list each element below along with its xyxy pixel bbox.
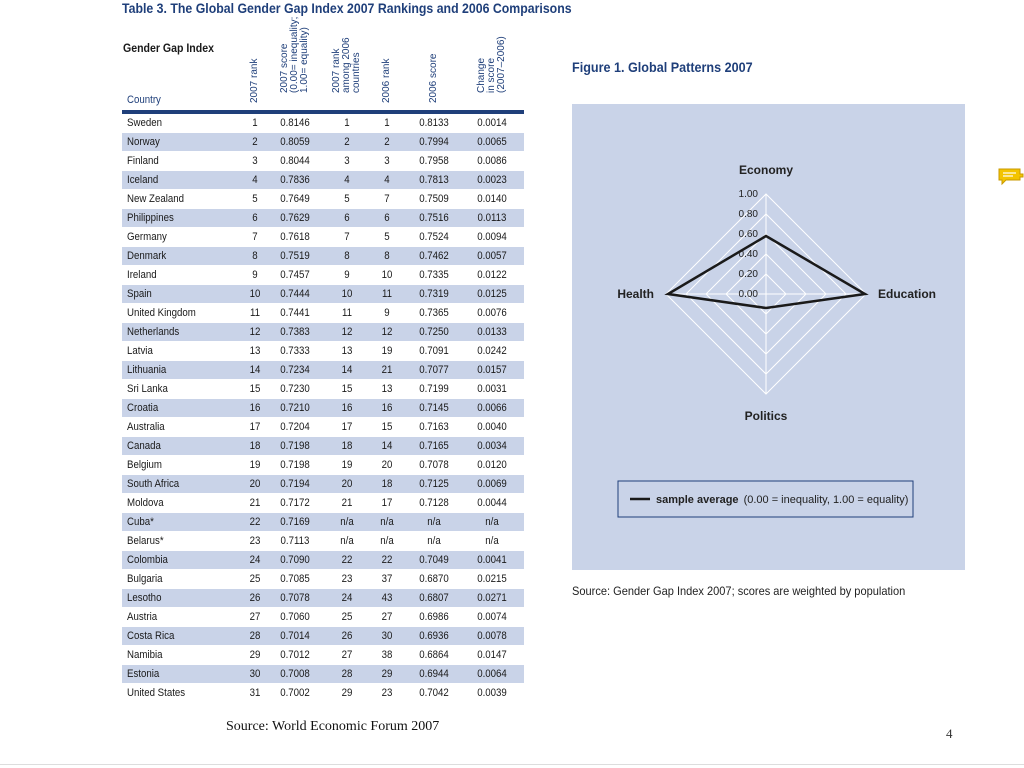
value-cell: 29 bbox=[249, 649, 261, 661]
table-row bbox=[122, 494, 524, 513]
value-cell: 0.6936 bbox=[419, 630, 449, 642]
value-cell: 0.7234 bbox=[280, 364, 310, 376]
table-row bbox=[122, 646, 524, 665]
radar-scale-label: 1.00 bbox=[738, 189, 758, 200]
radar-axis-label: Education bbox=[878, 287, 937, 301]
value-cell: 5 bbox=[344, 193, 350, 205]
value-cell: 0.7994 bbox=[419, 136, 449, 148]
value-cell: 0.8059 bbox=[280, 136, 310, 148]
table-row bbox=[122, 228, 524, 247]
country-cell: Germany bbox=[127, 231, 167, 243]
value-cell: 0.0271 bbox=[477, 592, 507, 604]
table-row bbox=[122, 114, 524, 133]
radar-axis-label: Health bbox=[617, 287, 654, 301]
table-row bbox=[122, 684, 524, 703]
table-row bbox=[122, 380, 524, 399]
radar-scale-label: 0.20 bbox=[738, 269, 758, 280]
value-cell: 29 bbox=[381, 668, 393, 680]
value-cell: 0.0040 bbox=[477, 421, 507, 433]
value-cell: 0.0065 bbox=[477, 136, 507, 148]
country-cell: New Zealand bbox=[127, 193, 185, 205]
figure-panel bbox=[572, 104, 965, 570]
value-cell: 26 bbox=[341, 630, 353, 642]
value-cell: 0.7618 bbox=[280, 231, 310, 243]
value-cell: 0.7090 bbox=[280, 554, 310, 566]
value-cell: 0.6807 bbox=[419, 592, 449, 604]
country-cell: United States bbox=[127, 687, 186, 699]
value-cell: n/a bbox=[427, 535, 441, 547]
value-cell: 3 bbox=[344, 155, 350, 167]
value-cell: 23 bbox=[249, 535, 261, 547]
country-cell: Belarus* bbox=[127, 535, 164, 547]
country-cell: Austria bbox=[127, 611, 158, 623]
value-cell: 0.7629 bbox=[280, 212, 310, 224]
table-row bbox=[122, 171, 524, 190]
value-cell: 14 bbox=[381, 440, 393, 452]
value-cell: 8 bbox=[384, 250, 390, 262]
figure-title: Figure 1. Global Patterns 2007 bbox=[572, 59, 753, 75]
value-cell: 0.7365 bbox=[419, 307, 449, 319]
value-cell: 0.7524 bbox=[419, 231, 449, 243]
value-cell: 0.7128 bbox=[419, 497, 449, 509]
value-cell: 28 bbox=[341, 668, 353, 680]
table-row bbox=[122, 152, 524, 171]
value-cell: 25 bbox=[341, 611, 353, 623]
value-cell: 0.8133 bbox=[419, 117, 449, 129]
value-cell: 12 bbox=[381, 326, 393, 338]
value-cell: 0.7199 bbox=[419, 383, 449, 395]
value-cell: 2 bbox=[344, 136, 350, 148]
country-cell: Namibia bbox=[127, 649, 163, 661]
value-cell: 0.0157 bbox=[477, 364, 507, 376]
value-cell: 6 bbox=[384, 212, 390, 224]
value-cell: 18 bbox=[341, 440, 353, 452]
value-cell: 0.7172 bbox=[280, 497, 310, 509]
country-cell: Ireland bbox=[127, 269, 157, 281]
value-cell: 4 bbox=[384, 174, 390, 186]
value-cell: 0.0023 bbox=[477, 174, 507, 186]
country-cell: Australia bbox=[127, 421, 165, 433]
country-cell: Canada bbox=[127, 440, 161, 452]
column-header-change: Change in score (2007–2006) bbox=[476, 36, 507, 93]
table-row bbox=[122, 399, 524, 418]
value-cell: 30 bbox=[381, 630, 393, 642]
gender-gap-table bbox=[122, 16, 524, 699]
country-cell: Costa Rica bbox=[127, 630, 175, 642]
value-cell: 0.7519 bbox=[280, 250, 310, 262]
value-cell: 8 bbox=[344, 250, 350, 262]
value-cell: 0.7813 bbox=[419, 174, 449, 186]
value-cell: 0.0147 bbox=[477, 649, 507, 661]
value-cell: 7 bbox=[384, 193, 390, 205]
table-row bbox=[122, 532, 524, 551]
value-cell: 4 bbox=[344, 174, 350, 186]
value-cell: n/a bbox=[485, 516, 499, 528]
value-cell: 19 bbox=[341, 459, 353, 471]
value-cell: 16 bbox=[341, 402, 353, 414]
country-cell: Spain bbox=[127, 288, 152, 300]
value-cell: 18 bbox=[381, 478, 393, 490]
value-cell: 0.7194 bbox=[280, 478, 310, 490]
radar-chart bbox=[572, 104, 965, 570]
value-cell: 16 bbox=[249, 402, 261, 414]
value-cell: 0.7250 bbox=[419, 326, 449, 338]
value-cell: 0.7441 bbox=[280, 307, 310, 319]
value-cell: 37 bbox=[381, 573, 393, 585]
country-cell: Netherlands bbox=[127, 326, 180, 338]
value-cell: 0.0057 bbox=[477, 250, 507, 262]
country-cell: Sri Lanka bbox=[127, 383, 168, 395]
legend-label bbox=[656, 494, 908, 506]
value-cell: 29 bbox=[341, 687, 353, 699]
value-cell: 0.0034 bbox=[477, 440, 507, 452]
value-cell: 20 bbox=[341, 478, 353, 490]
value-cell: 0.7113 bbox=[280, 535, 310, 547]
country-cell: Denmark bbox=[127, 250, 167, 262]
value-cell: 0.0140 bbox=[477, 193, 507, 205]
value-cell: 0.0125 bbox=[477, 288, 507, 300]
value-cell: 24 bbox=[249, 554, 261, 566]
figure-source: Source: Gender Gap Index 2007; scores are weighted by population bbox=[572, 584, 906, 598]
value-cell: 14 bbox=[249, 364, 261, 376]
value-cell: 38 bbox=[381, 649, 393, 661]
value-cell: 11 bbox=[341, 307, 353, 319]
country-cell: South Africa bbox=[127, 478, 180, 490]
value-cell: 8 bbox=[252, 250, 258, 262]
value-cell: 16 bbox=[381, 402, 393, 414]
table-row bbox=[122, 361, 524, 380]
value-cell: n/a bbox=[340, 535, 354, 547]
value-cell: 12 bbox=[249, 326, 261, 338]
value-cell: 22 bbox=[341, 554, 353, 566]
value-cell: 0.0094 bbox=[477, 231, 507, 243]
value-cell: 0.7145 bbox=[419, 402, 449, 414]
value-cell: 0.7078 bbox=[419, 459, 449, 471]
value-cell: 0.6870 bbox=[419, 573, 449, 585]
country-cell: Colombia bbox=[127, 554, 168, 566]
value-cell: 0.0044 bbox=[477, 497, 507, 509]
value-cell: 21 bbox=[381, 364, 393, 376]
country-cell: Finland bbox=[127, 155, 159, 167]
value-cell: 0.7125 bbox=[419, 478, 449, 490]
value-cell: n/a bbox=[380, 535, 394, 547]
radar-axis-label: Politics bbox=[744, 409, 788, 423]
table-row bbox=[122, 247, 524, 266]
value-cell: 17 bbox=[381, 497, 393, 509]
country-cell: Cuba* bbox=[127, 516, 154, 528]
table-row bbox=[122, 627, 524, 646]
value-cell: 23 bbox=[341, 573, 353, 585]
table-row bbox=[122, 209, 524, 228]
country-column-header: Country bbox=[127, 94, 161, 106]
value-cell: 0.7085 bbox=[280, 573, 310, 585]
value-cell: 15 bbox=[381, 421, 393, 433]
country-cell: Latvia bbox=[127, 345, 153, 357]
column-header-2007-score: 2007 score (0.00= inequality; 1.00= equality) bbox=[279, 16, 310, 93]
value-cell: 15 bbox=[341, 383, 353, 395]
value-cell: 7 bbox=[252, 231, 258, 243]
value-cell: 0.0076 bbox=[477, 307, 507, 319]
value-cell: 4 bbox=[252, 174, 258, 186]
value-cell: 10 bbox=[341, 288, 353, 300]
value-cell: 0.0066 bbox=[477, 402, 507, 414]
value-cell: 43 bbox=[381, 592, 393, 604]
bottom-divider bbox=[0, 764, 1024, 765]
value-cell: 6 bbox=[344, 212, 350, 224]
value-cell: 0.7230 bbox=[280, 383, 310, 395]
value-cell: 0.0078 bbox=[477, 630, 507, 642]
radar-scale-label: 0.60 bbox=[738, 229, 758, 240]
value-cell: 0.7049 bbox=[419, 554, 449, 566]
value-cell: 0.7078 bbox=[280, 592, 310, 604]
radar-scale-label: 0.00 bbox=[738, 289, 758, 300]
value-cell: 0.7198 bbox=[280, 440, 310, 452]
legend-label-rest: (0.00 = inequality, 1.00 = equality) bbox=[743, 494, 909, 506]
table-row bbox=[122, 589, 524, 608]
legend-label-bold: sample average bbox=[656, 494, 739, 506]
value-cell: 0.7014 bbox=[280, 630, 310, 642]
value-cell: 17 bbox=[341, 421, 353, 433]
value-cell: 0.7333 bbox=[280, 345, 310, 357]
value-cell: 0.7198 bbox=[280, 459, 310, 471]
value-cell: 0.7042 bbox=[419, 687, 449, 699]
value-cell: 0.7462 bbox=[419, 250, 449, 262]
country-cell: Sweden bbox=[127, 117, 162, 129]
table-row bbox=[122, 190, 524, 209]
country-cell: Moldova bbox=[127, 497, 164, 509]
value-cell: 7 bbox=[344, 231, 350, 243]
value-cell: 19 bbox=[249, 459, 261, 471]
value-cell: 0.8044 bbox=[280, 155, 310, 167]
value-cell: 0.7169 bbox=[280, 516, 310, 528]
value-cell: 0.7383 bbox=[280, 326, 310, 338]
country-cell: Lithuania bbox=[127, 364, 167, 376]
value-cell: 13 bbox=[249, 345, 261, 357]
table-row bbox=[122, 418, 524, 437]
value-cell: 0.7012 bbox=[280, 649, 310, 661]
value-cell: 28 bbox=[249, 630, 261, 642]
value-cell: 0.7457 bbox=[280, 269, 310, 281]
value-cell: 13 bbox=[381, 383, 393, 395]
value-cell: 9 bbox=[344, 269, 350, 281]
radar-scale-label: 0.80 bbox=[738, 209, 758, 220]
table-row bbox=[122, 608, 524, 627]
value-cell: 0.7335 bbox=[419, 269, 449, 281]
value-cell: 14 bbox=[341, 364, 353, 376]
value-cell: 20 bbox=[249, 478, 261, 490]
value-cell: 0.0074 bbox=[477, 611, 507, 623]
table-row bbox=[122, 437, 524, 456]
value-cell: 0.7204 bbox=[280, 421, 310, 433]
value-cell: 23 bbox=[381, 687, 393, 699]
value-cell: 0.0133 bbox=[477, 326, 507, 338]
column-header-2007-rank: 2007 rank bbox=[249, 58, 260, 103]
table-header bbox=[122, 16, 524, 108]
value-cell: 13 bbox=[341, 345, 353, 357]
value-cell: n/a bbox=[485, 535, 499, 547]
value-cell: 5 bbox=[252, 193, 258, 205]
value-cell: 0.0041 bbox=[477, 554, 507, 566]
table-row bbox=[122, 304, 524, 323]
value-cell: 3 bbox=[384, 155, 390, 167]
column-header-2006-rank: 2006 rank bbox=[381, 58, 392, 103]
value-cell: 0.7060 bbox=[280, 611, 310, 623]
value-cell: 24 bbox=[341, 592, 353, 604]
value-cell: 0.7516 bbox=[419, 212, 449, 224]
value-cell: 0.0086 bbox=[477, 155, 507, 167]
value-cell: 0.7210 bbox=[280, 402, 310, 414]
value-cell: 11 bbox=[249, 307, 261, 319]
value-cell: 0.7077 bbox=[419, 364, 449, 376]
table-body bbox=[122, 114, 524, 703]
table-row bbox=[122, 133, 524, 152]
value-cell: 1 bbox=[384, 117, 390, 129]
table-row bbox=[122, 513, 524, 532]
table-header-label: Gender Gap Index bbox=[123, 41, 214, 55]
value-cell: 21 bbox=[249, 497, 261, 509]
value-cell: 0.0031 bbox=[477, 383, 507, 395]
value-cell: 27 bbox=[249, 611, 261, 623]
radar-axis-label: Economy bbox=[738, 163, 794, 177]
value-cell: 0.0242 bbox=[477, 345, 507, 357]
table-row bbox=[122, 266, 524, 285]
value-cell: 30 bbox=[249, 668, 261, 680]
radar-scale-label: 0.40 bbox=[738, 249, 758, 260]
value-cell: 20 bbox=[381, 459, 393, 471]
value-cell: 0.7165 bbox=[419, 440, 449, 452]
value-cell: 22 bbox=[249, 516, 261, 528]
value-cell: 0.7836 bbox=[280, 174, 310, 186]
value-cell: 0.8146 bbox=[280, 117, 310, 129]
value-cell: 0.6944 bbox=[419, 668, 449, 680]
value-cell: 26 bbox=[249, 592, 261, 604]
country-cell: Croatia bbox=[127, 402, 159, 414]
note-icon[interactable] bbox=[998, 166, 1024, 186]
value-cell: 2 bbox=[252, 136, 258, 148]
value-cell: 17 bbox=[249, 421, 261, 433]
value-cell: 10 bbox=[249, 288, 261, 300]
value-cell: 0.7091 bbox=[419, 345, 449, 357]
value-cell: 10 bbox=[381, 269, 393, 281]
table-row bbox=[122, 570, 524, 589]
column-header-2006-score: 2006 score bbox=[428, 53, 439, 103]
value-cell: 5 bbox=[384, 231, 390, 243]
value-cell: 0.0014 bbox=[477, 117, 507, 129]
country-cell: Bulgaria bbox=[127, 573, 163, 585]
value-cell: 3 bbox=[252, 155, 258, 167]
value-cell: 0.7509 bbox=[419, 193, 449, 205]
value-cell: 27 bbox=[341, 649, 353, 661]
value-cell: 22 bbox=[381, 554, 393, 566]
value-cell: 15 bbox=[249, 383, 261, 395]
table-row bbox=[122, 475, 524, 494]
value-cell: 0.0122 bbox=[477, 269, 507, 281]
country-cell: Belgium bbox=[127, 459, 162, 471]
table-row bbox=[122, 342, 524, 361]
page-source: Source: World Economic Forum 2007 bbox=[226, 719, 440, 734]
value-cell: 0.6986 bbox=[419, 611, 449, 623]
value-cell: 0.0215 bbox=[477, 573, 507, 585]
value-cell: 12 bbox=[341, 326, 353, 338]
value-cell: 0.7163 bbox=[419, 421, 449, 433]
value-cell: 0.0113 bbox=[477, 212, 507, 224]
value-cell: 19 bbox=[381, 345, 393, 357]
value-cell: 18 bbox=[249, 440, 261, 452]
value-cell: 0.7008 bbox=[280, 668, 310, 680]
country-cell: Estonia bbox=[127, 668, 160, 680]
value-cell: 9 bbox=[384, 307, 390, 319]
table-row bbox=[122, 285, 524, 304]
table-row bbox=[122, 456, 524, 475]
value-cell: 1 bbox=[252, 117, 258, 129]
value-cell: 0.0120 bbox=[477, 459, 507, 471]
country-cell: Lesotho bbox=[127, 592, 162, 604]
table-row bbox=[122, 323, 524, 342]
value-cell: 0.0069 bbox=[477, 478, 507, 490]
value-cell: 0.0039 bbox=[477, 687, 507, 699]
value-cell: n/a bbox=[340, 516, 354, 528]
value-cell: 2 bbox=[384, 136, 390, 148]
value-cell: 25 bbox=[249, 573, 261, 585]
country-cell: United Kingdom bbox=[127, 307, 196, 319]
value-cell: 0.0064 bbox=[477, 668, 507, 680]
value-cell: 0.6864 bbox=[419, 649, 449, 661]
value-cell: n/a bbox=[427, 516, 441, 528]
value-cell: 1 bbox=[344, 117, 350, 129]
column-header-2007-rank-among-2006: 2007 rank among 2006 countries bbox=[331, 37, 362, 93]
value-cell: n/a bbox=[380, 516, 394, 528]
value-cell: 11 bbox=[381, 288, 393, 300]
table-row bbox=[122, 665, 524, 684]
value-cell: 6 bbox=[252, 212, 258, 224]
country-cell: Norway bbox=[127, 136, 160, 148]
value-cell: 0.7649 bbox=[280, 193, 310, 205]
value-cell: 0.7444 bbox=[280, 288, 310, 300]
value-cell: 0.7958 bbox=[419, 155, 449, 167]
value-cell: 0.7319 bbox=[419, 288, 449, 300]
value-cell: 31 bbox=[249, 687, 261, 699]
value-cell: 9 bbox=[252, 269, 258, 281]
page-number: 4 bbox=[946, 726, 953, 741]
value-cell: 0.7002 bbox=[280, 687, 310, 699]
country-cell: Iceland bbox=[127, 174, 159, 186]
table-title: Table 3. The Global Gender Gap Index 2007 Rankings and 2006 Comparisons bbox=[122, 0, 572, 16]
value-cell: 27 bbox=[381, 611, 393, 623]
value-cell: 21 bbox=[341, 497, 353, 509]
country-cell: Philippines bbox=[127, 212, 174, 224]
table-row bbox=[122, 551, 524, 570]
